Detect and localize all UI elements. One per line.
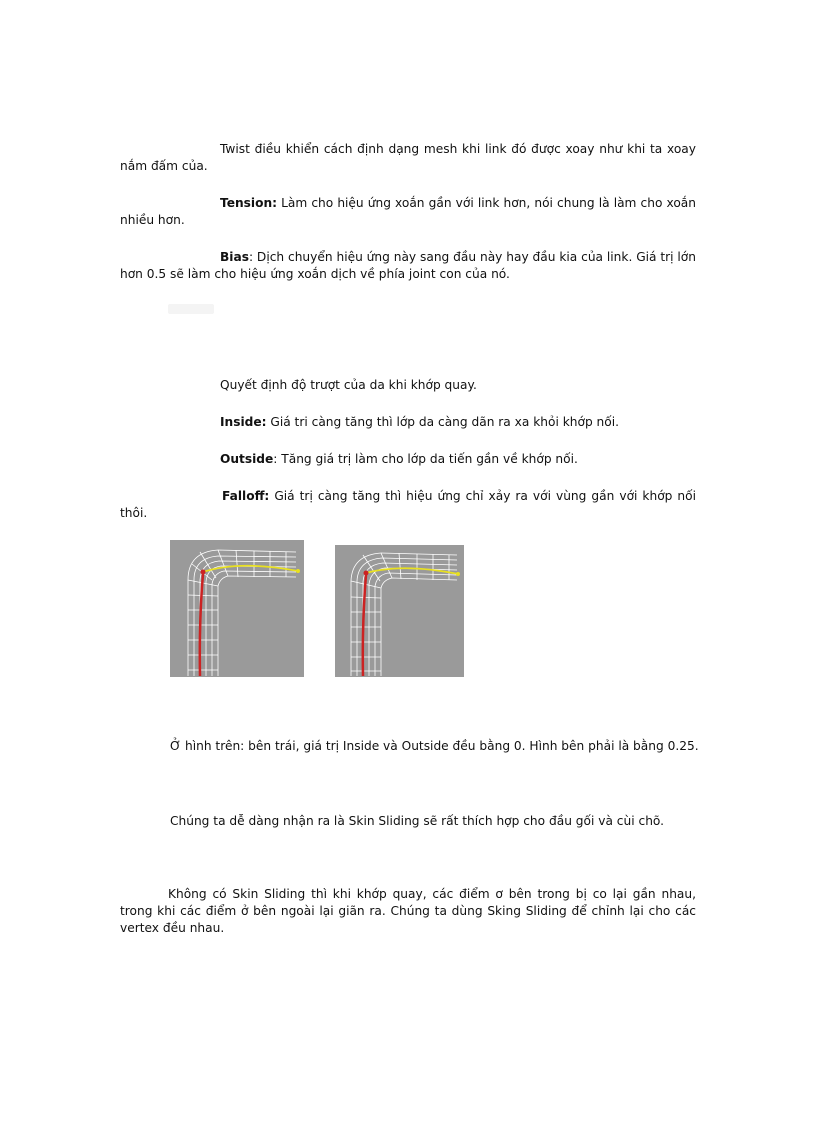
twist-text: Twist điều khiển cách định dạng mesh khi link đó được xoay như khi ta xoay nắm đấm của. [120, 142, 696, 173]
falloff-term: Falloff: [222, 489, 270, 503]
faint-image-remnant [168, 304, 214, 314]
inside-term: Inside: [220, 415, 267, 429]
inside-text: Giá tri càng tăng thì lớp da càng dãn ra xa khỏi khớp nối. [266, 415, 619, 429]
mesh-illustration-right [335, 545, 464, 677]
closing-text: Không có Skin Sliding thì khi khớp quay, các điểm ơ bên trong bị co lại gần nhau, trong khi các điểm ở bên ngoài lại giãn ra. Chúng ta dùng Sking Sliding để chỉnh lại cho các vertex đều nhau. [120, 887, 696, 935]
tension-term: Tension: [220, 196, 277, 210]
inside-line [220, 414, 619, 431]
closing-paragraph [120, 886, 696, 937]
figure-caption: Ở hình trên: bên trái, giá trị Inside và Outside đều bằng 0. Hình bên phải là bằng 0.25. [170, 739, 699, 753]
outside-line [220, 451, 578, 468]
mesh-figure-left [170, 540, 304, 677]
tension-text: Làm cho hiệu ứng xoắn gần với link hơn, nói chung là làm cho xoắn nhiều hơn. [120, 196, 696, 227]
outside-text: : Tăng giá trị làm cho lớp da tiến gần về khớp nối. [273, 452, 578, 466]
bias-text: : Dịch chuyển hiệu ứng này sang đầu này hay đầu kia của link. Giá trị lớn hơn 0.5 sẽ làm cho hiệu ứng xoắn dịch về phía joint con của nó. [120, 250, 696, 281]
bias-paragraph [120, 249, 696, 283]
falloff-text: Giá trị càng tăng thì hiệu ứng chỉ xảy ra với vùng gần với khớp nối thôi. [120, 489, 696, 520]
mesh-illustration-left [170, 540, 304, 677]
falloff-paragraph [120, 488, 696, 522]
twist-paragraph [120, 141, 696, 175]
tension-paragraph [120, 195, 696, 229]
outside-term: Outside [220, 452, 274, 466]
mesh-figure-right [335, 545, 464, 677]
sliding-intro: Quyết định độ trượt của da khi khớp quay. [220, 378, 477, 392]
knee-note: Chúng ta dễ dàng nhận ra là Skin Sliding sẽ rất thích hợp cho đầu gối và cùi chõ. [170, 814, 665, 828]
bias-term: Bias [220, 250, 249, 264]
